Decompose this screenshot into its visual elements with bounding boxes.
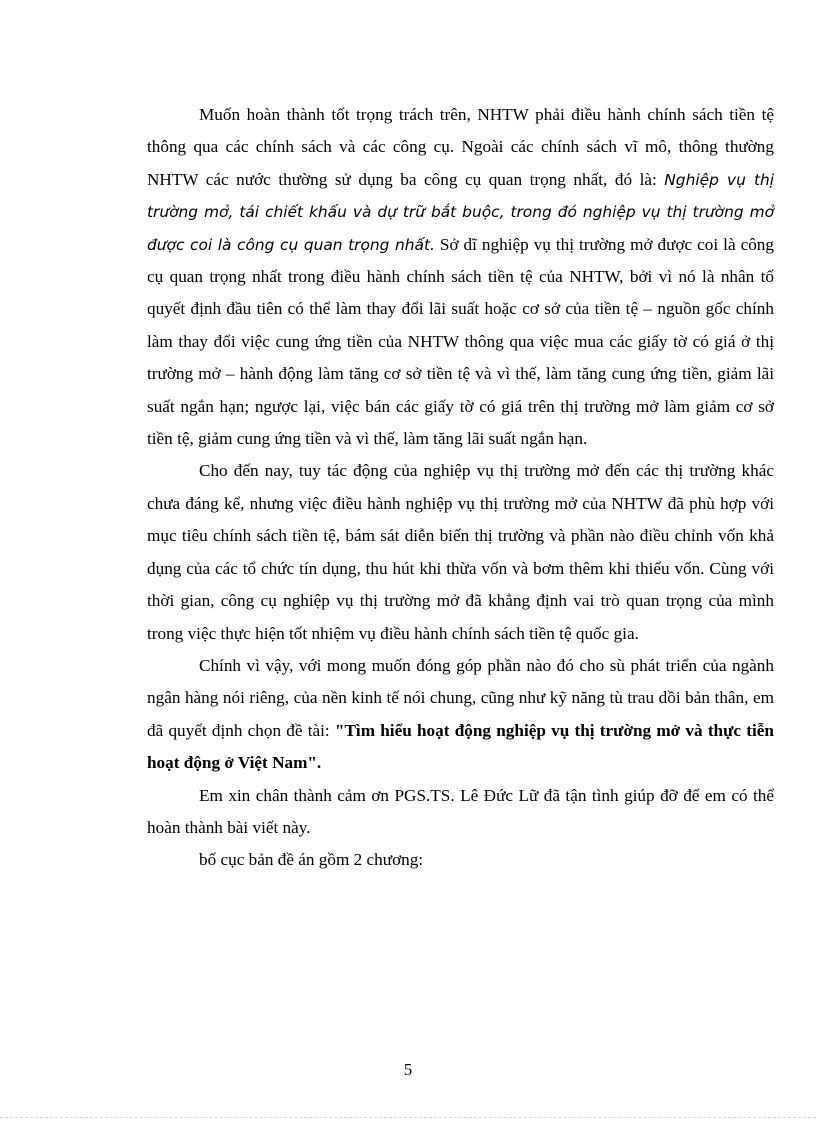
paragraph-topic <box>147 650 774 780</box>
paragraph-topic-text: Chính vì vậy, với mong muốn đóng góp phần nào đó cho sù phát triển của ngành ngân hàng nói riêng, của nền kinh tế nói chung, cũng như kỹ năng tù trau dồi bản thân, em đã quyết định chọn đề tài: <box>147 655 774 740</box>
paragraph-intro-continuation: Sở dĩ nghiệp vụ thị trường mở được coi là công cụ quan trọng nhất trong điều hành chính sách tiền tệ của NHTW, bởi vì nó là nhân tố quyết định đầu tiên có thể làm thay đổi lãi suất hoặc cơ sở của tiền tệ – nguồn gốc chính làm thay đổi việc cung ứng tiền của NHTW thông qua việc mua các giấy tờ có giá ở thị trường mở – hành động làm tăng cơ sở tiền tệ và vì thế, làm tăng cung ứng tiền, giảm lãi suất ngắn hạn; ngược lại, việc bán các giấy tờ có giá trên thị trường mở làm giảm cơ sở tiền tệ, giảm cung ứng tiền và vì thế, làm tăng lãi suất ngắn hạn. <box>147 234 774 449</box>
topic-title: "Tìm hiểu hoạt động nghiệp vụ thị trường mở và thực tiễn hoạt động ở Việt Nam". <box>147 720 774 773</box>
paragraph-structure: bố cục bản đề án gồm 2 chương: <box>199 850 424 870</box>
paragraph-current-status: Cho đến nay, tuy tác động của nghiệp vụ thị trường mở đến các thị trường khác chưa đáng kể, nhưng việc điều hành nghiệp vụ thị trường mở của NHTW đã phù hợp với mục tiêu chính sách tiền tệ, bám sát diễn biến thị trường và phần nào điều chỉnh vốn khả dụng của các tổ chức tín dụng, thu hút khi thừa vốn và bơm thêm khi thiếu vốn. Cùng với thời gian, công cụ nghiệp vụ thị trường mở đã khẳng định vai trò quan trọng của mình trong việc thực hiện tốt nhiệm vụ điều hành chính sách tiền tệ quốc gia. <box>147 461 774 643</box>
tools-emphasis: Nghiệp vụ thị trường mở, tái chiết khấu và dự trữ bắt buộc, trong đó nghiệp vụ thị trường mở được coi là công cụ quan trọng nhất. <box>147 170 775 254</box>
paragraph-acknowledgement: Em xin chân thành cảm ơn PGS.TS. Lê Đức Lữ đã tận tình giúp đỡ để em có thể hoàn thành bài viết này. <box>147 785 774 837</box>
paragraph-intro-text: Muốn hoàn thành tốt trọng trách trên, NHTW phải điều hành chính sách tiền tệ thông qua các chính sách và các công cụ. Ngoài các chính sách vĩ mô, thông thường NHTW các nước thường sử dụng ba công cụ quan trọng nhất, đó là: <box>147 105 774 189</box>
page-number: 5 <box>403 1060 413 1079</box>
body-text <box>147 99 774 877</box>
paragraph-intro <box>147 99 774 455</box>
page-bottom-divider <box>0 1117 816 1118</box>
